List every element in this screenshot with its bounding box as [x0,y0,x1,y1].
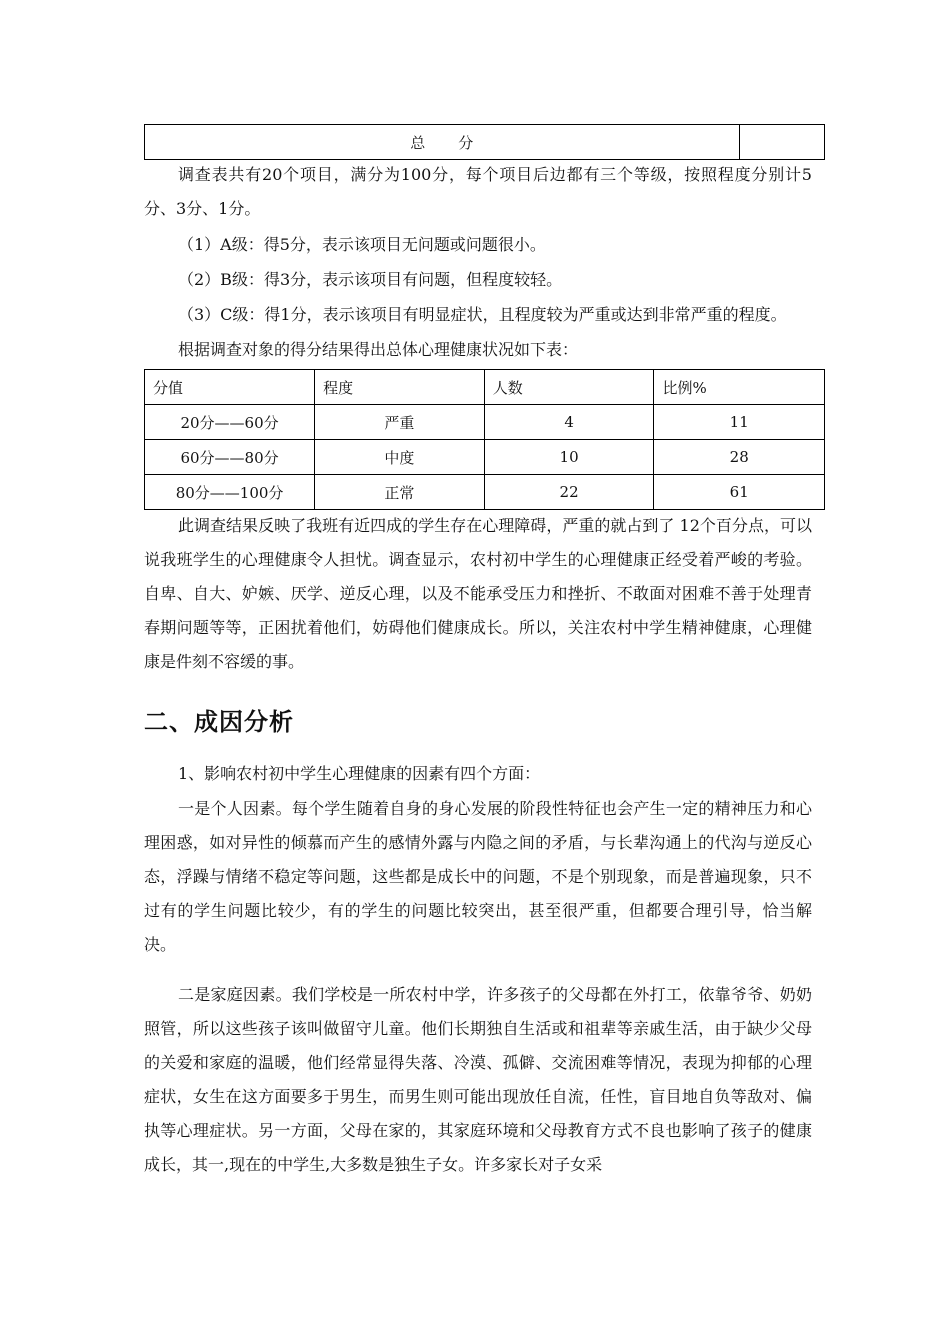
cell-degree: 严重 [315,405,485,440]
scoring-description: 调查表共有20个项目，满分为100分，每个项目后边都有三个等级，按照程度分别计5分、3分、1分。 [144,165,812,218]
header-degree: 程度 [315,370,485,405]
cell-degree: 中度 [315,440,485,475]
header-count: 人数 [484,370,654,405]
personal-factor-paragraph: 一是个人因素。每个学生随着自身的身心发展的阶段性特征也会产生一定的精神压力和心理困惑，如对异性的倾慕而产生的感情外露与内隐之间的矛盾，与长辈沟通上的代沟与逆反心态，浮躁与情绪不稳定等问题，这些都是成长中的问题，不是个别现象，而是普遍现象，只不过有的学生问题比较少，有的学生的问题比较突出，甚至很严重，但都要合理引导，恰当解决。 [144,799,812,954]
cell-score: 20分——60分 [145,405,315,440]
table-intro: 根据调查对象的得分结果得出总体心理健康状况如下表： [178,340,579,359]
header-score: 分值 [145,370,315,405]
total-label-cell: 总 分 [145,125,740,160]
grade-a-description: （1）A级：得5分，表示该项目无问题或问题很小。 [178,235,546,254]
cell-score: 60分——80分 [145,440,315,475]
factors-intro: 1、影响农村初中学生心理健康的因素有四个方面： [178,764,541,783]
header-ratio: 比例% [654,370,825,405]
cell-degree: 正常 [315,475,485,510]
cell-ratio: 28 [654,440,825,475]
cell-count: 10 [484,440,654,475]
cell-score: 80分——100分 [145,475,315,510]
table-row [145,405,825,440]
section-heading: 二、成因分析 [144,708,294,736]
table-header-row [145,370,825,405]
grade-b-description: （2）B级：得3分，表示该项目有问题，但程度较轻。 [178,270,563,289]
cell-count: 4 [484,405,654,440]
cell-count: 22 [484,475,654,510]
total-score-table [144,124,825,160]
cell-ratio: 11 [654,405,825,440]
table-row [145,475,825,510]
table-row [145,440,825,475]
grade-c-description: （3）C级：得1分，表示该项目有明显症状，且程度较为严重或达到非常严重的程度。 [178,305,787,324]
total-value-cell [740,125,825,160]
cell-ratio: 61 [654,475,825,510]
family-factor-paragraph: 二是家庭因素。我们学校是一所农村中学，许多孩子的父母都在外打工，依靠爷爷、奶奶照管，所以这些孩子该叫做留守儿童。他们长期独自生活或和祖辈等亲戚生活，由于缺少父母的关爱和家庭的温暖，他们经常显得失落、冷漠、孤僻、交流困难等情况，表现为抑郁的心理症状，女生在这方面要多于男生，而男生则可能出现放任自流，任性，盲目地自负等敌对、偏执等心理症状。另一方面，父母在家的，其家庭环境和父母教育方式不良也影响了孩子的健康成长，其一,现在的中学生,大多数是独生子女。许多家长对子女采 [144,985,812,1174]
survey-conclusion: 此调查结果反映了我班有近四成的学生存在心理障碍，严重的就占到了 12个百分点，可以说我班学生的心理健康令人担忧。调查显示，农村初中学生的心理健康正经受着严峻的考验。自卑、自大、妒嫉、厌学、逆反心理，以及不能承受压力和挫折、不敢面对困难不善于处理青春期问题等等，正困扰着他们，妨碍他们健康成长。所以，关注农村中学生精神健康，心理健康是件刻不容缓的事。 [144,516,812,671]
health-status-table [144,369,825,510]
